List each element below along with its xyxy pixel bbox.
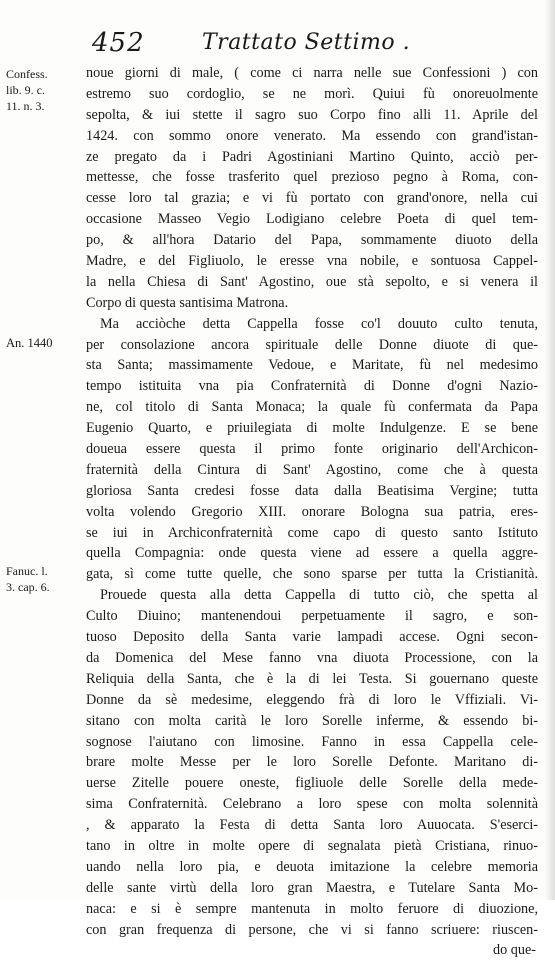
text-line: delle sante virtù della loro gran Maestra, e Tutelare Santa Mo- xyxy=(86,879,538,896)
page-number: 452 xyxy=(92,28,145,58)
text-line: la nella Chiesa di Sant' Agostino, oue stà sepolto, e si venera il xyxy=(86,273,538,290)
text-line: se iui in Archiconfraternità come capo di questo santo Istituto xyxy=(86,524,538,541)
text-line: Corpo di questa santisima Matrona. xyxy=(86,294,289,311)
text-line: con gran frequenza di persone, che vi si fanno scriuere: riuscen- xyxy=(86,921,538,938)
text-line: volta volendo Gregorio XIII. onorare Bologna sua patria, eres- xyxy=(86,503,538,520)
text-line: sepolta, & iui stette il sagro suo Corpo fino alli 11. Aprile del xyxy=(86,106,538,123)
text-line: sognose l'aiutano con limosine. Fanno in essa Cappella cele- xyxy=(86,733,538,750)
text-line: Donne da sè medesime, eleggendo frà di loro le Vffiziali. Vi- xyxy=(86,691,538,708)
text-line: Prouede questa alla detta Cappella di tutto ciò, che spetta al xyxy=(100,587,538,604)
text-line: naca: e si è sempre mantenuta in molto feruore di diuozione, xyxy=(86,900,538,917)
text-line: Madre, e del Figliuolo, le eresse vna nobile, e sontuosa Cappel- xyxy=(86,253,538,270)
text-line: doueua essere questa il primo fonte originario dell'Archicon- xyxy=(86,441,538,458)
text-line: , & apparato la Festa di detta Santa loro Auuocata. S'eserci- xyxy=(86,817,538,834)
text-line: occasione Masseo Vegio Lodigiano celebre Poeta di quel tem- xyxy=(86,211,538,228)
text-line: Culto Diuino; mantenendoui perpetuamente il sagro, e son- xyxy=(86,608,538,625)
margin-note-confessions: Confess. lib. 9. c. 11. n. 3. xyxy=(6,67,48,113)
text-line: ze pregato da i Padri Agostiniani Martino Quinto, acciò per- xyxy=(86,148,538,165)
text-line: gata, sì come tutte quelle, che sono sparse per tutta la Cristianità. xyxy=(86,566,538,583)
margin-note-fanuc: Fanuc. l. 3. cap. 6. xyxy=(6,564,50,594)
text-line: tuoso Deposito della Santa varie lampadi accese. Ogni secon- xyxy=(86,629,538,646)
text-line: tempo istituita vna pia Confraternità di Donne d'ogni Nazio- xyxy=(86,378,538,395)
text-line: per consolazione ancora spirituale delle Donne diuote di que- xyxy=(86,336,538,353)
running-title: Trattato Settimo . xyxy=(202,30,411,55)
text-line: sitano con molta carità le loro Sorelle inferme, & essendo bi- xyxy=(86,712,538,729)
text-line: brare molte Messe per le loro Sorelle Defonte. Maritano di- xyxy=(86,754,538,771)
text-line: tano in oltre in molte opere di segnalata pietà Cristiana, rinuo- xyxy=(86,837,538,854)
body-text xyxy=(86,63,538,961)
text-line: noue giorni di male, ( come ci narra nelle sue Confessioni ) con xyxy=(86,65,538,81)
text-line: Reliquia della Santa, che è la di lei Testa. Si gouernano queste xyxy=(86,670,538,687)
catchword: do que- xyxy=(493,942,536,959)
text-line: uerse Zitelle pouere oneste, figliuole delle Sorelle della mede- xyxy=(86,775,538,792)
margin-notes xyxy=(0,0,88,900)
text-line: ne, col titolo di Santa Monaca; la quale fù confermata da Papa xyxy=(86,399,538,416)
text-line: uando nella loro pia, e deuota imitazione la celebre memoria xyxy=(86,858,538,875)
text-line: gloriosa Santa credesi fosse data dalla Beatisima Vergine; tutta xyxy=(86,482,538,499)
text-line: cesse loro tal grazia; e vi fù portato con grand'onore, nella cui xyxy=(86,190,538,207)
text-line: mettesse, che fosse trasferito quel prezioso pegno à Roma, con- xyxy=(86,169,538,186)
text-line: 1424. con sommo onore venerato. Ma essendo con grand'istan- xyxy=(86,127,538,144)
text-line: Eugenio Quarto, e priuilegiata di molte Indulgenze. E se bene xyxy=(86,420,538,437)
text-line: estremo suo cordoglio, se ne morì. Quiui fù onoreuolmente xyxy=(86,85,538,102)
page-edge-shadow xyxy=(545,0,555,900)
text-line: sima Confraternità. Celebrano a loro spese con molta solennità xyxy=(86,796,538,813)
text-line: da Domenica del Mese fanno vna diuota Processione, con la xyxy=(86,649,538,666)
text-line: po, & all'hora Datario del Papa, sommamente diuoto della xyxy=(86,232,538,249)
text-line: sta Santa; massimamente Vedoue, e Maritate, fù nel medesimo xyxy=(86,357,538,374)
text-line: fraternità della Cintura di Sant' Agostino, come che à questa xyxy=(86,461,538,478)
text-line: quella Compagnia: onde questa viene ad essere a quella aggre- xyxy=(86,545,538,562)
text-line: Ma acciòche detta Cappella fosse co'l douuto culto tenuta, xyxy=(100,315,538,332)
margin-note-year: An. 1440 xyxy=(6,336,53,350)
page-header xyxy=(92,28,532,62)
